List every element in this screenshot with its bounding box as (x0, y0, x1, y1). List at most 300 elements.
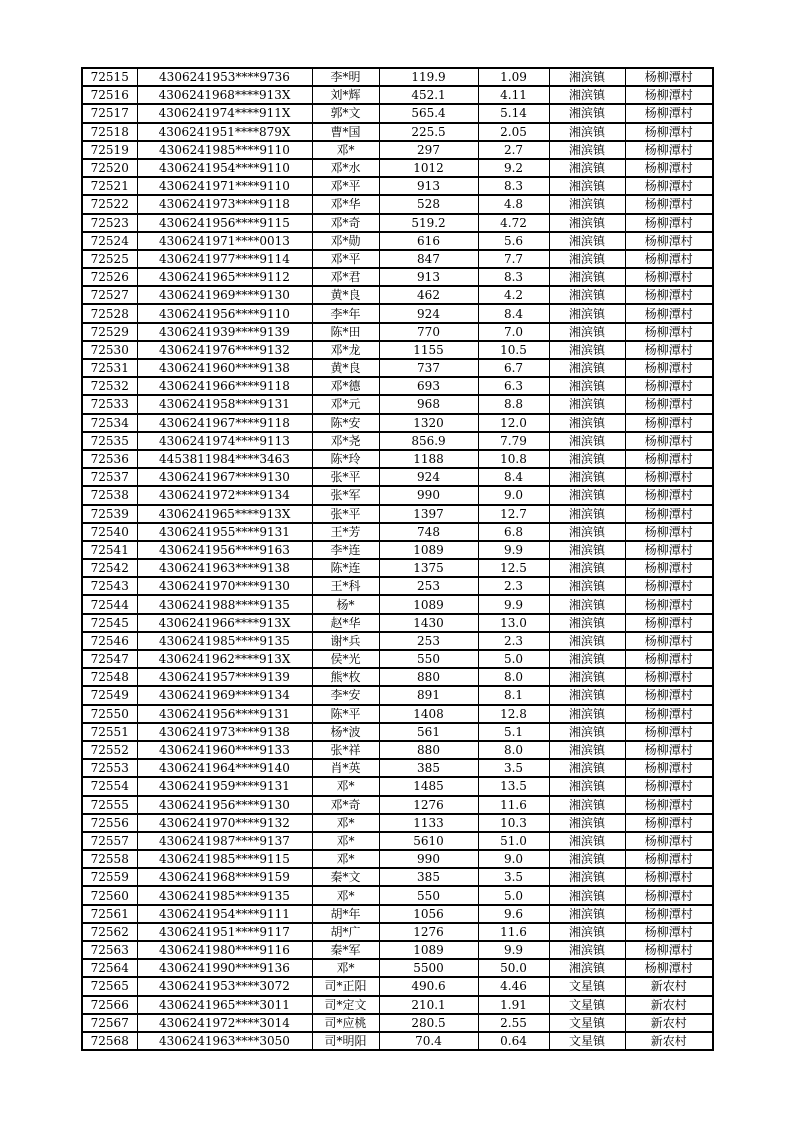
village-cell: 新农村 (625, 996, 713, 1014)
town-cell: 湘滨镇 (549, 523, 625, 541)
table-row (82, 541, 713, 559)
row-index-cell: 72524 (82, 232, 137, 250)
area-cell: 3.5 (478, 759, 549, 777)
row-index-cell: 72557 (82, 832, 137, 850)
village-cell: 杨柳潭村 (625, 195, 713, 213)
town-cell: 湘滨镇 (549, 595, 625, 613)
id-number-cell: 4306241972****9134 (137, 486, 312, 504)
area-cell: 9.9 (478, 541, 549, 559)
amount-cell: 280.5 (379, 1014, 478, 1032)
village-cell: 杨柳潭村 (625, 432, 713, 450)
id-number-cell: 4306241956****9110 (137, 304, 312, 322)
town-cell: 湘滨镇 (549, 377, 625, 395)
id-number-cell: 4306241971****9110 (137, 177, 312, 195)
amount-cell: 1276 (379, 796, 478, 814)
id-number-cell: 4306241965****3011 (137, 996, 312, 1014)
area-cell: 4.11 (478, 86, 549, 104)
table-row (82, 523, 713, 541)
name-cell: 邓* (312, 814, 379, 832)
town-cell: 湘滨镇 (549, 959, 625, 977)
name-cell: 李*安 (312, 686, 379, 704)
row-index-cell: 72522 (82, 195, 137, 213)
name-cell: 邓*平 (312, 250, 379, 268)
table-row (82, 686, 713, 704)
table-row (82, 796, 713, 814)
area-cell: 8.8 (478, 395, 549, 413)
area-cell: 6.3 (478, 377, 549, 395)
table-row (82, 923, 713, 941)
area-cell: 9.2 (478, 159, 549, 177)
area-cell: 9.0 (478, 850, 549, 868)
area-cell: 2.7 (478, 141, 549, 159)
table-row (82, 195, 713, 213)
amount-cell: 1397 (379, 505, 478, 523)
id-number-cell: 4453811984****3463 (137, 450, 312, 468)
town-cell: 湘滨镇 (549, 414, 625, 432)
row-index-cell: 72552 (82, 741, 137, 759)
town-cell: 湘滨镇 (549, 632, 625, 650)
table-row (82, 741, 713, 759)
name-cell: 李*连 (312, 541, 379, 559)
town-cell: 文星镇 (549, 1014, 625, 1032)
village-cell: 杨柳潭村 (625, 214, 713, 232)
table-row (82, 959, 713, 977)
row-index-cell: 72536 (82, 450, 137, 468)
row-index-cell: 72533 (82, 395, 137, 413)
town-cell: 湘滨镇 (549, 923, 625, 941)
amount-cell: 1276 (379, 923, 478, 941)
area-cell: 7.0 (478, 323, 549, 341)
name-cell: 邓*德 (312, 377, 379, 395)
area-cell: 7.79 (478, 432, 549, 450)
amount-cell: 519.2 (379, 214, 478, 232)
amount-cell: 880 (379, 741, 478, 759)
id-number-cell: 4306241966****9118 (137, 377, 312, 395)
name-cell: 杨* (312, 595, 379, 613)
village-cell: 杨柳潭村 (625, 232, 713, 250)
row-index-cell: 72531 (82, 359, 137, 377)
area-cell: 8.3 (478, 268, 549, 286)
village-cell: 新农村 (625, 1032, 713, 1050)
name-cell: 邓* (312, 850, 379, 868)
row-index-cell: 72566 (82, 996, 137, 1014)
row-index-cell: 72534 (82, 414, 137, 432)
area-cell: 10.3 (478, 814, 549, 832)
id-number-cell: 4306241985****9135 (137, 886, 312, 904)
village-cell: 杨柳潭村 (625, 250, 713, 268)
id-number-cell: 4306241966****913X (137, 614, 312, 632)
village-cell: 杨柳潭村 (625, 905, 713, 923)
village-cell: 杨柳潭村 (625, 759, 713, 777)
id-number-cell: 4306241969****9130 (137, 286, 312, 304)
id-number-cell: 4306241965****913X (137, 505, 312, 523)
village-cell: 杨柳潭村 (625, 723, 713, 741)
table-row (82, 123, 713, 141)
table-row (82, 905, 713, 923)
id-number-cell: 4306241955****9131 (137, 523, 312, 541)
table-row (82, 432, 713, 450)
village-cell: 杨柳潭村 (625, 468, 713, 486)
id-number-cell: 4306241954****9110 (137, 159, 312, 177)
name-cell: 邓*平 (312, 177, 379, 195)
area-cell: 2.05 (478, 123, 549, 141)
area-cell: 11.6 (478, 796, 549, 814)
id-number-cell: 4306241970****9130 (137, 577, 312, 595)
amount-cell: 924 (379, 468, 478, 486)
table-row (82, 632, 713, 650)
town-cell: 文星镇 (549, 1032, 625, 1050)
town-cell: 湘滨镇 (549, 214, 625, 232)
id-number-cell: 4306241985****9115 (137, 850, 312, 868)
name-cell: 张*军 (312, 486, 379, 504)
id-number-cell: 4306241956****9130 (137, 796, 312, 814)
area-cell: 8.4 (478, 468, 549, 486)
name-cell: 司*正阳 (312, 977, 379, 995)
id-number-cell: 4306241960****9138 (137, 359, 312, 377)
table-row (82, 68, 713, 86)
area-cell: 12.7 (478, 505, 549, 523)
amount-cell: 1089 (379, 595, 478, 613)
amount-cell: 490.6 (379, 977, 478, 995)
village-cell: 杨柳潭村 (625, 177, 713, 195)
name-cell: 陈*连 (312, 559, 379, 577)
row-index-cell: 72550 (82, 705, 137, 723)
table-row (82, 723, 713, 741)
name-cell: 陈*安 (312, 414, 379, 432)
town-cell: 湘滨镇 (549, 868, 625, 886)
area-cell: 5.6 (478, 232, 549, 250)
amount-cell: 385 (379, 868, 478, 886)
table-row (82, 850, 713, 868)
name-cell: 邓*勋 (312, 232, 379, 250)
table-row (82, 996, 713, 1014)
row-index-cell: 72556 (82, 814, 137, 832)
id-number-cell: 4306241957****9139 (137, 668, 312, 686)
id-number-cell: 4306241965****9112 (137, 268, 312, 286)
amount-cell: 1089 (379, 941, 478, 959)
row-index-cell: 72544 (82, 595, 137, 613)
name-cell: 邓*元 (312, 395, 379, 413)
id-number-cell: 4306241973****9138 (137, 723, 312, 741)
town-cell: 湘滨镇 (549, 323, 625, 341)
name-cell: 胡*广 (312, 923, 379, 941)
id-number-cell: 4306241976****9132 (137, 341, 312, 359)
amount-cell: 990 (379, 486, 478, 504)
amount-cell: 1485 (379, 777, 478, 795)
table-row (82, 868, 713, 886)
town-cell: 湘滨镇 (549, 359, 625, 377)
area-cell: 13.0 (478, 614, 549, 632)
row-index-cell: 72551 (82, 723, 137, 741)
amount-cell: 253 (379, 632, 478, 650)
village-cell: 杨柳潭村 (625, 359, 713, 377)
table-row (82, 577, 713, 595)
town-cell: 湘滨镇 (549, 614, 625, 632)
name-cell: 王*科 (312, 577, 379, 595)
area-cell: 8.4 (478, 304, 549, 322)
row-index-cell: 72545 (82, 614, 137, 632)
table-row (82, 705, 713, 723)
table-row (82, 668, 713, 686)
village-cell: 杨柳潭村 (625, 632, 713, 650)
amount-cell: 225.5 (379, 123, 478, 141)
name-cell: 邓* (312, 959, 379, 977)
village-cell: 杨柳潭村 (625, 886, 713, 904)
amount-cell: 1012 (379, 159, 478, 177)
id-number-cell: 4306241967****9118 (137, 414, 312, 432)
table-row (82, 595, 713, 613)
area-cell: 51.0 (478, 832, 549, 850)
village-cell: 杨柳潭村 (625, 304, 713, 322)
amount-cell: 891 (379, 686, 478, 704)
table-row (82, 814, 713, 832)
town-cell: 湘滨镇 (549, 814, 625, 832)
name-cell: 侯*光 (312, 650, 379, 668)
table-sheet (81, 67, 714, 1051)
name-cell: 邓* (312, 777, 379, 795)
village-cell: 杨柳潭村 (625, 559, 713, 577)
id-number-cell: 4306241958****9131 (137, 395, 312, 413)
town-cell: 湘滨镇 (549, 723, 625, 741)
town-cell: 湘滨镇 (549, 286, 625, 304)
id-number-cell: 4306241939****9139 (137, 323, 312, 341)
amount-cell: 880 (379, 668, 478, 686)
table-row (82, 395, 713, 413)
village-cell: 杨柳潭村 (625, 523, 713, 541)
amount-cell: 693 (379, 377, 478, 395)
table-row (82, 377, 713, 395)
row-index-cell: 72530 (82, 341, 137, 359)
row-index-cell: 72562 (82, 923, 137, 941)
area-cell: 12.8 (478, 705, 549, 723)
row-index-cell: 72541 (82, 541, 137, 559)
town-cell: 湘滨镇 (549, 486, 625, 504)
row-index-cell: 72549 (82, 686, 137, 704)
row-index-cell: 72521 (82, 177, 137, 195)
area-cell: 4.46 (478, 977, 549, 995)
area-cell: 4.72 (478, 214, 549, 232)
amount-cell: 990 (379, 850, 478, 868)
town-cell: 湘滨镇 (549, 796, 625, 814)
area-cell: 9.6 (478, 905, 549, 923)
village-cell: 杨柳潭村 (625, 923, 713, 941)
amount-cell: 385 (379, 759, 478, 777)
amount-cell: 847 (379, 250, 478, 268)
id-number-cell: 4306241985****9135 (137, 632, 312, 650)
name-cell: 肖*英 (312, 759, 379, 777)
town-cell: 湘滨镇 (549, 705, 625, 723)
id-number-cell: 4306241971****0013 (137, 232, 312, 250)
amount-cell: 210.1 (379, 996, 478, 1014)
village-cell: 新农村 (625, 1014, 713, 1032)
town-cell: 湘滨镇 (549, 195, 625, 213)
row-index-cell: 72564 (82, 959, 137, 977)
id-number-cell: 4306241987****9137 (137, 832, 312, 850)
area-cell: 50.0 (478, 959, 549, 977)
village-cell: 杨柳潭村 (625, 141, 713, 159)
town-cell: 湘滨镇 (549, 268, 625, 286)
area-cell: 7.7 (478, 250, 549, 268)
row-index-cell: 72519 (82, 141, 137, 159)
village-cell: 杨柳潭村 (625, 796, 713, 814)
town-cell: 湘滨镇 (549, 232, 625, 250)
subsidy-record-table (81, 67, 714, 1051)
name-cell: 李*年 (312, 304, 379, 322)
town-cell: 湘滨镇 (549, 941, 625, 959)
row-index-cell: 72547 (82, 650, 137, 668)
id-number-cell: 4306241956****9131 (137, 705, 312, 723)
area-cell: 8.0 (478, 741, 549, 759)
amount-cell: 5610 (379, 832, 478, 850)
table-row (82, 468, 713, 486)
area-cell: 12.5 (478, 559, 549, 577)
village-cell: 杨柳潭村 (625, 595, 713, 613)
row-index-cell: 72555 (82, 796, 137, 814)
table-row (82, 977, 713, 995)
table-row (82, 414, 713, 432)
id-number-cell: 4306241988****9135 (137, 595, 312, 613)
id-number-cell: 4306241956****9163 (137, 541, 312, 559)
area-cell: 2.3 (478, 577, 549, 595)
table-row (82, 304, 713, 322)
village-cell: 杨柳潭村 (625, 868, 713, 886)
table-row (82, 450, 713, 468)
area-cell: 5.0 (478, 886, 549, 904)
town-cell: 湘滨镇 (549, 505, 625, 523)
table-row (82, 1014, 713, 1032)
village-cell: 杨柳潭村 (625, 777, 713, 795)
amount-cell: 119.9 (379, 68, 478, 86)
name-cell: 熊*枚 (312, 668, 379, 686)
name-cell: 张*平 (312, 505, 379, 523)
table-row (82, 323, 713, 341)
area-cell: 5.14 (478, 104, 549, 122)
town-cell: 湘滨镇 (549, 68, 625, 86)
id-number-cell: 4306241973****9118 (137, 195, 312, 213)
table-row (82, 650, 713, 668)
row-index-cell: 72559 (82, 868, 137, 886)
table-row (82, 177, 713, 195)
area-cell: 6.8 (478, 523, 549, 541)
area-cell: 9.0 (478, 486, 549, 504)
row-index-cell: 72553 (82, 759, 137, 777)
row-index-cell: 72518 (82, 123, 137, 141)
name-cell: 邓*君 (312, 268, 379, 286)
table-row (82, 614, 713, 632)
id-number-cell: 4306241972****3014 (137, 1014, 312, 1032)
amount-cell: 856.9 (379, 432, 478, 450)
amount-cell: 968 (379, 395, 478, 413)
table-row (82, 941, 713, 959)
name-cell: 邓* (312, 141, 379, 159)
village-cell: 杨柳潭村 (625, 268, 713, 286)
town-cell: 湘滨镇 (549, 104, 625, 122)
amount-cell: 462 (379, 286, 478, 304)
name-cell: 司*应桃 (312, 1014, 379, 1032)
amount-cell: 70.4 (379, 1032, 478, 1050)
town-cell: 湘滨镇 (549, 123, 625, 141)
village-cell: 杨柳潭村 (625, 686, 713, 704)
name-cell: 王*芳 (312, 523, 379, 541)
town-cell: 湘滨镇 (549, 432, 625, 450)
amount-cell: 1133 (379, 814, 478, 832)
area-cell: 4.2 (478, 286, 549, 304)
village-cell: 杨柳潭村 (625, 959, 713, 977)
row-index-cell: 72515 (82, 68, 137, 86)
area-cell: 2.55 (478, 1014, 549, 1032)
town-cell: 湘滨镇 (549, 86, 625, 104)
town-cell: 湘滨镇 (549, 541, 625, 559)
table-row (82, 341, 713, 359)
amount-cell: 1089 (379, 541, 478, 559)
row-index-cell: 72539 (82, 505, 137, 523)
name-cell: 陈*玲 (312, 450, 379, 468)
name-cell: 郭*文 (312, 104, 379, 122)
table-row (82, 250, 713, 268)
id-number-cell: 4306241969****9134 (137, 686, 312, 704)
row-index-cell: 72532 (82, 377, 137, 395)
row-index-cell: 72563 (82, 941, 137, 959)
village-cell: 杨柳潭村 (625, 341, 713, 359)
amount-cell: 913 (379, 268, 478, 286)
amount-cell: 5500 (379, 959, 478, 977)
area-cell: 3.5 (478, 868, 549, 886)
name-cell: 邓*奇 (312, 796, 379, 814)
name-cell: 邓*龙 (312, 341, 379, 359)
name-cell: 李*明 (312, 68, 379, 86)
row-index-cell: 72542 (82, 559, 137, 577)
town-cell: 文星镇 (549, 977, 625, 995)
table-row (82, 86, 713, 104)
village-cell: 杨柳潭村 (625, 741, 713, 759)
village-cell: 杨柳潭村 (625, 286, 713, 304)
id-number-cell: 4306241956****9115 (137, 214, 312, 232)
area-cell: 0.64 (478, 1032, 549, 1050)
area-cell: 8.3 (478, 177, 549, 195)
row-index-cell: 72565 (82, 977, 137, 995)
name-cell: 杨*波 (312, 723, 379, 741)
amount-cell: 561 (379, 723, 478, 741)
town-cell: 湘滨镇 (549, 577, 625, 595)
id-number-cell: 4306241964****9140 (137, 759, 312, 777)
table-row (82, 359, 713, 377)
village-cell: 杨柳潭村 (625, 68, 713, 86)
amount-cell: 297 (379, 141, 478, 159)
town-cell: 湘滨镇 (549, 159, 625, 177)
id-number-cell: 4306241963****9138 (137, 559, 312, 577)
area-cell: 1.09 (478, 68, 549, 86)
name-cell: 刘*辉 (312, 86, 379, 104)
amount-cell: 528 (379, 195, 478, 213)
name-cell: 邓*奇 (312, 214, 379, 232)
row-index-cell: 72525 (82, 250, 137, 268)
row-index-cell: 72520 (82, 159, 137, 177)
id-number-cell: 4306241959****9131 (137, 777, 312, 795)
amount-cell: 616 (379, 232, 478, 250)
area-cell: 11.6 (478, 923, 549, 941)
area-cell: 10.5 (478, 341, 549, 359)
area-cell: 1.91 (478, 996, 549, 1014)
row-index-cell: 72546 (82, 632, 137, 650)
table-row (82, 286, 713, 304)
name-cell: 黄*良 (312, 359, 379, 377)
id-number-cell: 4306241974****9113 (137, 432, 312, 450)
id-number-cell: 4306241990****9136 (137, 959, 312, 977)
table-row (82, 104, 713, 122)
id-number-cell: 4306241968****913X (137, 86, 312, 104)
id-number-cell: 4306241954****9111 (137, 905, 312, 923)
village-cell: 杨柳潭村 (625, 832, 713, 850)
